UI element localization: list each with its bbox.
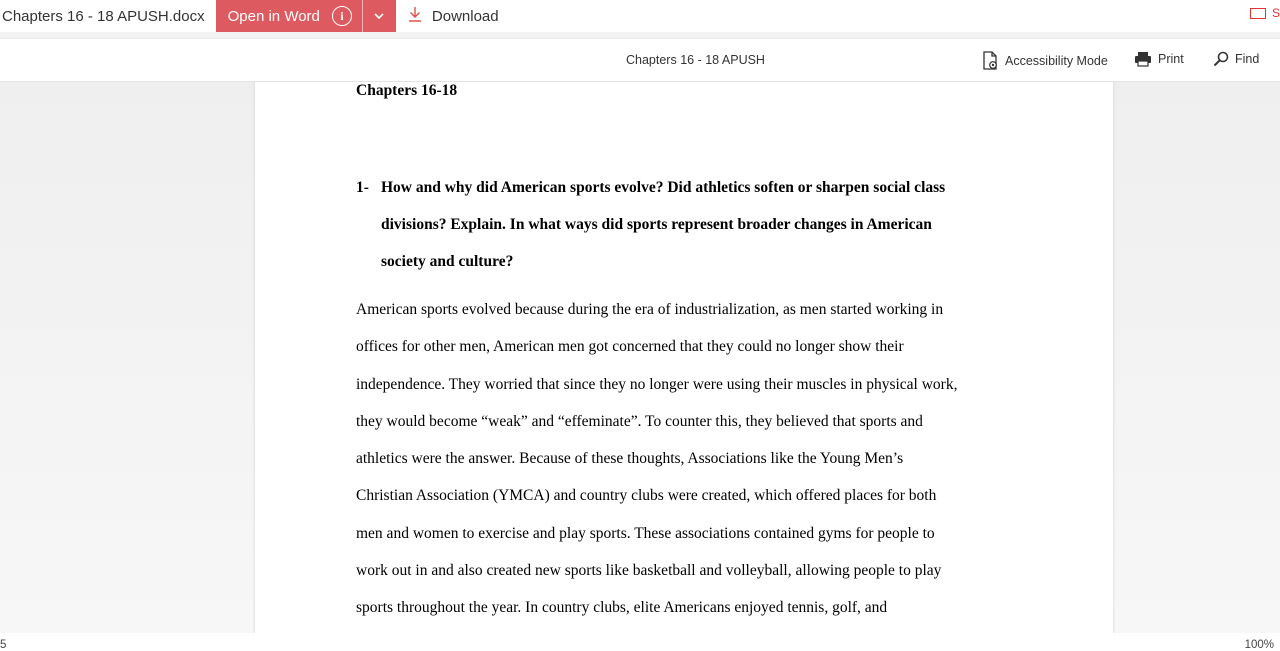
question-line: divisions? Explain. In what ways did sports represent broader changes in American: [381, 216, 932, 233]
present-icon: [1250, 8, 1266, 19]
paragraph-line: independence. They worried that since they no longer were using their muscles in physical work,: [356, 376, 958, 393]
print-label: Print: [1158, 52, 1184, 66]
question-line: society and culture?: [381, 253, 514, 270]
paragraph-line: they would become “weak” and “effeminate”. To counter this, they believed that sports and: [356, 413, 923, 430]
document-canvas[interactable]: [0, 82, 1280, 633]
find-icon: [1213, 51, 1229, 67]
paragraph-line: American sports evolved because during the era of industrialization, as men started working in: [356, 301, 944, 318]
print-button[interactable]: [1134, 51, 1184, 67]
open-in-word-button[interactable]: [216, 0, 362, 32]
command-bar: [0, 38, 1280, 82]
question-line: How and why did American sports evolve? Did athletics soften or sharpen social class: [381, 179, 946, 196]
share-label: S: [1271, 6, 1280, 20]
top-bar: [0, 0, 1280, 32]
paragraph-line: offices for other men, American men got concerned that they could no longer show their: [356, 338, 904, 355]
download-icon: [408, 6, 422, 27]
accessibility-mode-label: Accessibility Mode: [1005, 54, 1108, 68]
chevron-down-icon: [374, 13, 384, 20]
info-icon[interactable]: i: [332, 6, 352, 26]
file-name: Chapters 16 - 18 APUSH.docx: [2, 7, 205, 25]
accessibility-icon: [982, 51, 999, 71]
find-button[interactable]: [1213, 51, 1259, 67]
open-options-dropdown[interactable]: [362, 0, 396, 32]
print-icon: [1134, 51, 1152, 67]
accessibility-mode-button[interactable]: [982, 51, 1108, 71]
paragraph-line: athletics were the answer. Because of these thoughts, Associations like the Young Men’s: [356, 450, 904, 467]
find-label: Find: [1235, 52, 1260, 66]
download-button[interactable]: [408, 6, 499, 27]
zoom-level[interactable]: 100%: [1244, 639, 1274, 651]
paragraph-line: work out in and also created new sports like basketball and volleyball, allowing people to play: [356, 562, 942, 579]
paragraph-line: men and women to exercise and play sports. These associations contained gyms for people to: [356, 525, 935, 542]
page-indicator: 5: [0, 639, 7, 651]
share-button[interactable]: [1250, 6, 1280, 20]
paragraph-line: Christian Association (YMCA) and country clubs were created, which offered places for both: [356, 487, 937, 504]
paragraph-line: sports throughout the year. In country clubs, elite Americans enjoyed tennis, golf, and: [356, 599, 888, 616]
document-heading: Chapters 16-18: [356, 82, 458, 99]
download-label: Download: [431, 7, 499, 25]
document-page[interactable]: [255, 82, 1113, 633]
status-bar: [0, 633, 1280, 651]
question-number: 1-: [356, 179, 369, 196]
document-title: Chapters 16 - 18 APUSH: [626, 53, 765, 67]
open-in-word-label: Open in Word: [227, 7, 320, 25]
